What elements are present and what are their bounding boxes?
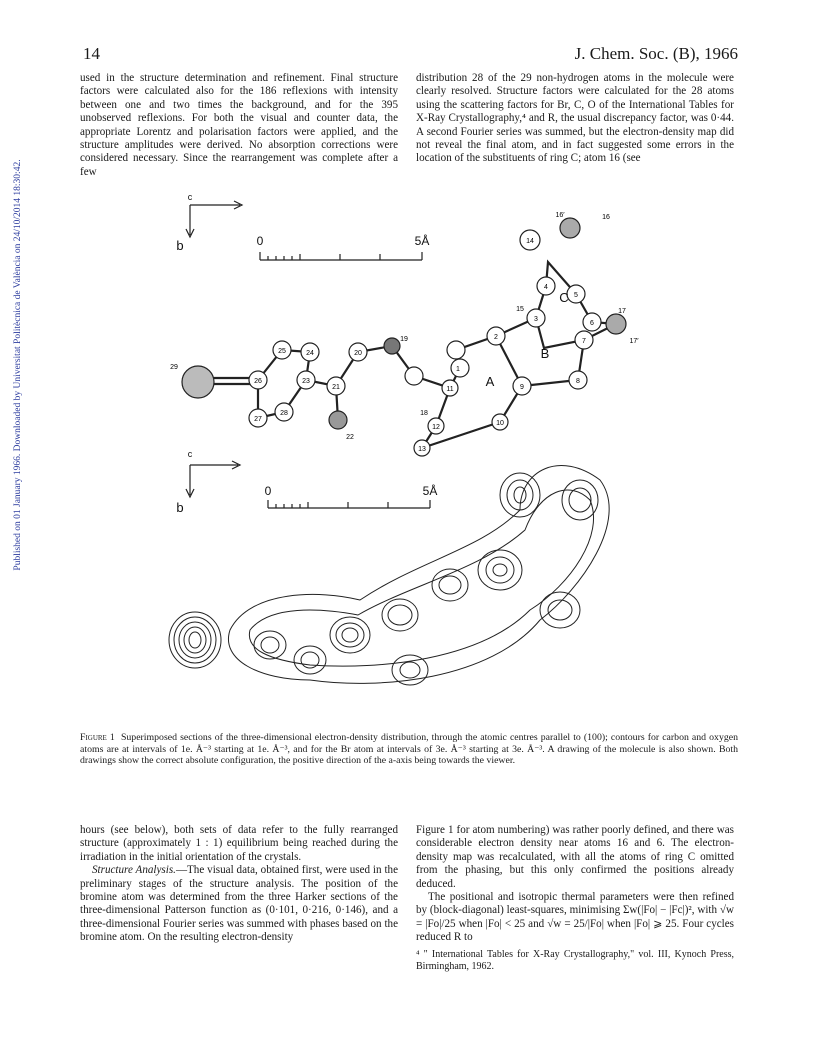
- top-right-column: [416, 72, 734, 166]
- scale-zero-label-lower: 0: [264, 484, 272, 498]
- bottom-right-para-1: Figure 1 for atom numbering) was rather poorly defined, and there was considerable electron density near atoms 16 and 6. The electron-density map was recalculated, with all the atoms of ring C omitted from the phasing, but this only confirmed the positions already deduced.: [416, 824, 734, 890]
- atom-label: 24: [306, 350, 314, 357]
- page-number: 14: [83, 44, 100, 63]
- atom-label: 11: [446, 386, 454, 393]
- scale-end-label-lower: 5Å: [422, 484, 438, 498]
- caption-label: Figure 1: [80, 732, 115, 743]
- atom-label: 29: [170, 364, 178, 371]
- top-scale-bar: [260, 252, 422, 260]
- atom-label: 17: [618, 308, 626, 315]
- atom-label: 7: [582, 338, 586, 345]
- top-left-column: [80, 72, 398, 179]
- ring-c-label: C: [559, 290, 569, 305]
- bottom-right-column: [416, 824, 734, 973]
- bottom-left-para-1: hours (see below), both sets of data refer to the fully rearranged structure (approximately 1 : 1) equilibrium being reached during the irradiation in the initial orientation of the crystals.: [80, 824, 398, 863]
- bottom-left-column: [80, 824, 398, 945]
- atom-label: 21: [332, 384, 340, 391]
- bromine-contours: [169, 612, 221, 668]
- atom-label: 10: [496, 420, 504, 427]
- atom-label: 18: [420, 410, 428, 417]
- atom-label: 17′: [629, 338, 639, 345]
- atom-label: 16: [602, 214, 610, 221]
- atom-label: 15: [516, 306, 524, 313]
- atom-label: 12: [432, 424, 440, 431]
- b-axis-arrow-lower: [186, 465, 194, 497]
- c-axis-arrow-lower: [190, 461, 240, 469]
- top-right-text: distribution 28 of the 29 non-hydrogen atoms in the molecule were clearly resolved. Structure factors were calculated for the 28 atoms using the scattering factors for Br, C, O of the International Tables for X-Ray Crystallography,⁴ and R, the usual discrepancy factor, was 0·44. A second Fourier series was summed, but the electron-density map did not reveal the final atom, and in fact suggested some errors in the location of the substituents of ring C; atom 16 (see: [416, 72, 734, 165]
- atom-label: 4: [544, 284, 548, 291]
- figure-caption: [80, 732, 738, 767]
- atom-label: 8: [576, 378, 580, 385]
- top-left-text: used in the structure determination and refinement. Final structure factors were calculated also for the 186 reflexions with intensity between one and two times the background, and for the 395 unobserved reflexions. For both the visual and counter data, the appropriate Lorentz and polarisation factors were applied, and the structure amplitudes were derived. No absorption corrections were considered necessary. Since the rearrangement was complete after a few: [80, 72, 398, 178]
- atom-label: 19: [400, 336, 408, 343]
- bottom-left-para-2-text: —The visual data, obtained first, were used in the preliminary stages of the structure analysis. The position of the bromine atom was determined from the three Harker sections of the three-dimensional Patterson function as (0·101, 0·216, 0·146), and a three-dimensional Fourier series was summed with phases based on the bromine atom. On the resulting electron-density: [80, 864, 398, 944]
- scale-zero-label: 0: [256, 234, 264, 248]
- axis-c-label: c: [187, 192, 193, 202]
- atom-label: 5: [574, 292, 578, 299]
- atom-label: 22: [346, 434, 354, 441]
- section-heading: Structure Analysis.: [92, 864, 176, 877]
- atom-label: 13: [418, 446, 426, 453]
- axis-b-label: b: [176, 238, 184, 253]
- lower-scale-bar: [268, 500, 430, 508]
- atom-label: 3: [534, 316, 538, 323]
- atom-label: 28: [280, 410, 288, 417]
- atom-label: 26: [254, 378, 262, 385]
- atom-label: 6: [590, 320, 594, 327]
- journal-title: J. Chem. Soc. (B), 1966: [574, 44, 738, 63]
- atom-label: 1: [456, 366, 460, 373]
- caption-text: Superimposed sections of the three-dimensional electron-density distribution, through the atomic centres parallel to (100); contours for carbon and oxygen atoms are at intervals of 1e. Å⁻³ starting at 1e. Å⁻³, and for the Br atom at intervals of 3e. Å⁻³ starting at 3e. Å⁻³. A drawing of the molecule is also shown. Both drawings show the correct absolute configuration, the positive direction of the a-axis being towards the viewer.: [80, 732, 738, 767]
- axis-b-label-lower: b: [176, 500, 184, 515]
- atom-label: 23: [302, 378, 310, 385]
- figure-1: [160, 190, 660, 720]
- ring-b-label: B: [540, 346, 550, 361]
- scale-end-label: 5Å: [414, 234, 430, 248]
- atom-label: 14: [526, 238, 534, 245]
- side-note-text: Published on 01 January 1966. Downloaded by Universitat Politècnica de València on 24/10/2014 18:30:42.: [13, 159, 23, 571]
- footnote: ⁴ " International Tables for X-Ray Crystallography," vol. III, Kynoch Press, Birmingham, 1962.: [416, 948, 734, 972]
- density-contours: [228, 466, 609, 685]
- c-axis-arrow: [190, 201, 242, 209]
- ring-a-label: A: [485, 374, 495, 389]
- atom-label: 20: [354, 350, 362, 357]
- atom-label: 16′: [555, 212, 565, 219]
- atom-label: 9: [520, 384, 524, 391]
- atom-label: 25: [278, 348, 286, 355]
- axis-c-label-lower: c: [187, 449, 193, 459]
- bottom-right-para-2: The positional and isotropic thermal parameters were then refined by (block-diagonal) least-squares, minimising Σw(|Fo| − |Fc|)², with √w = |Fo|/25 when |Fo| < 25 and √w = 25/|Fo| when |Fo| ⩾ 25. Four cycles reduced R to: [416, 891, 734, 944]
- atom-label: 27: [254, 416, 262, 423]
- bottom-left-para-2: [80, 864, 398, 944]
- atom-label: 2: [494, 334, 498, 341]
- b-axis-arrow: [186, 205, 194, 237]
- side-note: [8, 90, 22, 650]
